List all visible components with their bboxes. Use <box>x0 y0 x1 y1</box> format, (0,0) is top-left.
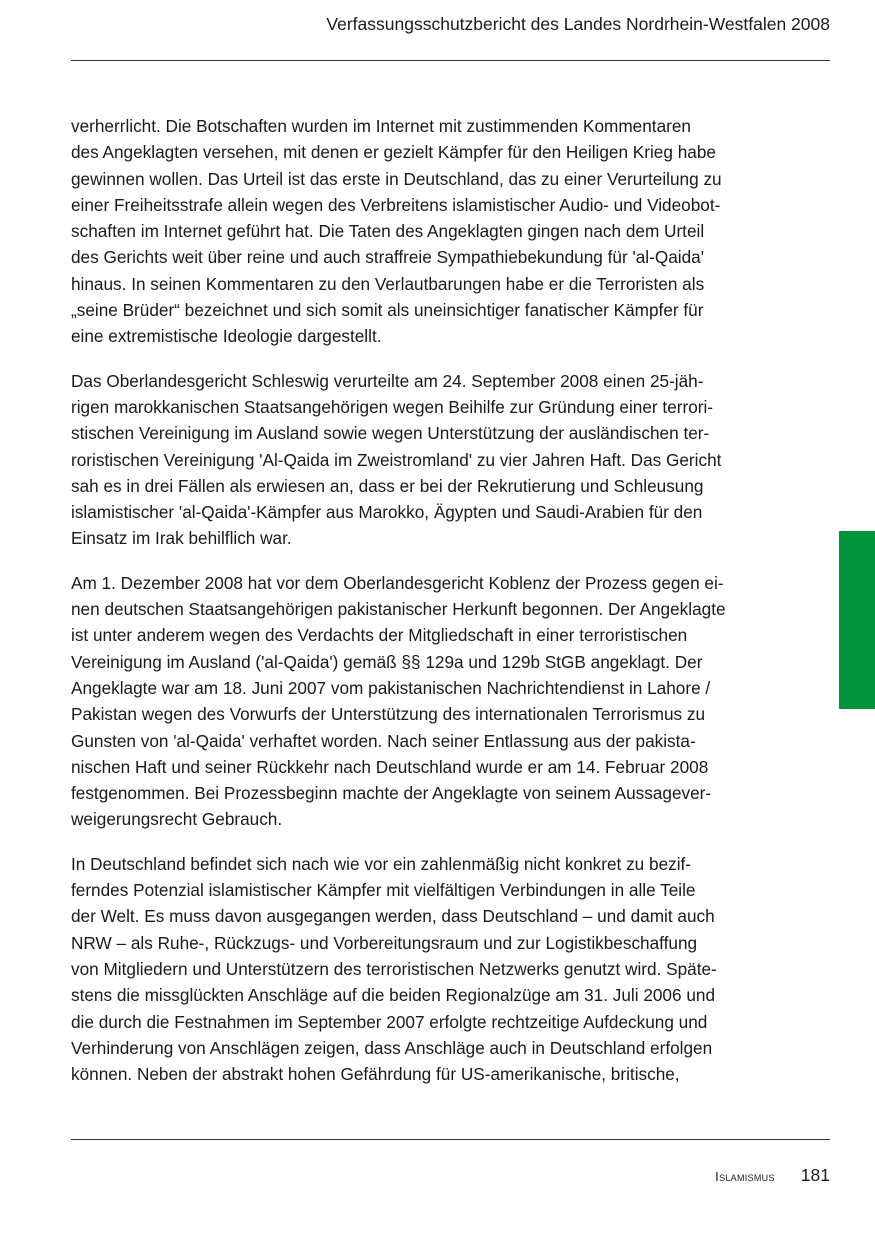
text-line: Gunsten von 'al-Qaida' verhaftet worden. Nach seiner Entlassung aus der pakista- <box>71 730 696 751</box>
body-text <box>71 113 791 1105</box>
text-line: Das Oberlandesgericht Schleswig verurteilte am 24. September 2008 einen 25-jäh- <box>71 370 704 391</box>
header-divider <box>71 60 830 61</box>
text-line: schaften im Internet geführt hat. Die Taten des Angeklagten gingen nach dem Urteil <box>71 221 705 242</box>
text-line: In Deutschland befindet sich nach wie vor ein zahlenmäßig nicht konkret zu bezif- <box>71 853 692 874</box>
text-line: die durch die Festnahmen im September 2007 erfolgte rechtzeitige Aufdeckung und <box>71 1011 708 1032</box>
text-line: hinaus. In seinen Kommentaren zu den Verlautbarungen habe er die Terroristen als <box>71 273 705 294</box>
text-line: Einsatz im Irak behilflich war. <box>71 528 292 549</box>
text-line: des Angeklagten versehen, mit denen er gezielt Kämpfer für den Heiligen Krieg habe <box>71 142 716 163</box>
text-line: Angeklagte war am 18. Juni 2007 vom pakistanischen Nachrichtendienst in Lahore / <box>71 677 711 698</box>
text-line: der Welt. Es muss davon ausgegangen werden, dass Deutschland – und damit auch <box>71 906 715 927</box>
text-line: einer Freiheitsstrafe allein wegen des Verbreitens islamistischer Audio- und Videobot- <box>71 194 721 215</box>
paragraph-4 <box>71 851 791 1088</box>
text-line: von Mitgliedern und Unterstützern des terroristischen Netzwerks genutzt wird. Späte- <box>71 958 717 979</box>
running-header: Verfassungsschutzbericht des Landes Nordrhein-Westfalen 2008 <box>326 14 830 34</box>
text-line: können. Neben der abstrakt hohen Gefährdung für US-amerikanische, britische, <box>71 1064 680 1085</box>
text-line: rigen marokkanischen Staatsangehörigen wegen Beihilfe zur Gründung einer terrori- <box>71 396 714 417</box>
paragraph-3 <box>71 570 791 833</box>
text-line: Vereinigung im Ausland ('al-Qaida') gemäß §§ 129a und 129b StGB angeklagt. Der <box>71 651 703 672</box>
paragraph-1 <box>71 113 791 350</box>
page-footer <box>715 1165 830 1186</box>
text-line: des Gerichts weit über reine und auch straffreie Sympathiebekundung für 'al-Qaida' <box>71 247 704 268</box>
text-line: Am 1. Dezember 2008 hat vor dem Oberlandesgericht Koblenz der Prozess gegen ei- <box>71 572 724 593</box>
text-line: verherrlicht. Die Botschaften wurden im Internet mit zustimmenden Kommentaren <box>71 116 691 136</box>
footer-divider <box>71 1139 830 1140</box>
text-line: weigerungsrecht Gebrauch. <box>71 809 283 830</box>
text-line: Verhinderung von Anschlägen zeigen, dass Anschläge auch in Deutschland erfolgen <box>71 1037 713 1058</box>
text-line: gewinnen wollen. Das Urteil ist das erste in Deutschland, das zu einer Verurteilung zu <box>71 168 722 189</box>
text-line: nischen Haft und seiner Rückkehr nach Deutschland wurde er am 14. Februar 2008 <box>71 756 709 777</box>
text-line: sah es in drei Fällen als erwiesen an, dass er bei der Rekrutierung und Schleusung <box>71 475 704 496</box>
page-number: 181 <box>800 1165 830 1185</box>
paragraph-2 <box>71 368 791 552</box>
text-line: Pakistan wegen des Vorwurfs der Unterstützung des internationalen Terrorismus zu <box>71 704 706 725</box>
text-line: islamistischer 'al-Qaida'-Kämpfer aus Marokko, Ägypten und Saudi-Arabien für den <box>71 502 703 523</box>
text-line: „seine Brüder“ bezeichnet und sich somit als uneinsichtiger fanatischer Kämpfer für <box>71 300 704 321</box>
text-line: eine extremistische Ideologie dargestellt. <box>71 326 382 347</box>
text-line: nen deutschen Staatsangehörigen pakistanischer Herkunft begonnen. Der Angeklagte <box>71 599 726 620</box>
section-label: Islamismus <box>715 1169 775 1184</box>
text-line: roristischen Vereinigung 'Al-Qaida im Zweistromland' zu vier Jahren Haft. Das Gericht <box>71 449 722 470</box>
text-line: festgenommen. Bei Prozessbeginn machte der Angeklagte von seinem Aussagever- <box>71 783 712 804</box>
text-line: ist unter anderem wegen des Verdachts der Mitgliedschaft in einer terroristischen <box>71 625 688 646</box>
text-line: ferndes Potenzial islamistischer Kämpfer mit vielfältigen Verbindungen in alle Teile <box>71 880 696 901</box>
chapter-tab-marker <box>839 531 875 709</box>
text-line: NRW – als Ruhe-, Rückzugs- und Vorbereitungsraum und zur Logistikbeschaffung <box>71 932 698 953</box>
text-line: stischen Vereinigung im Ausland sowie wegen Unterstützung der ausländischen ter- <box>71 423 710 444</box>
text-line: stens die missglückten Anschläge auf die beiden Regionalzüge am 31. Juli 2006 und <box>71 985 716 1006</box>
